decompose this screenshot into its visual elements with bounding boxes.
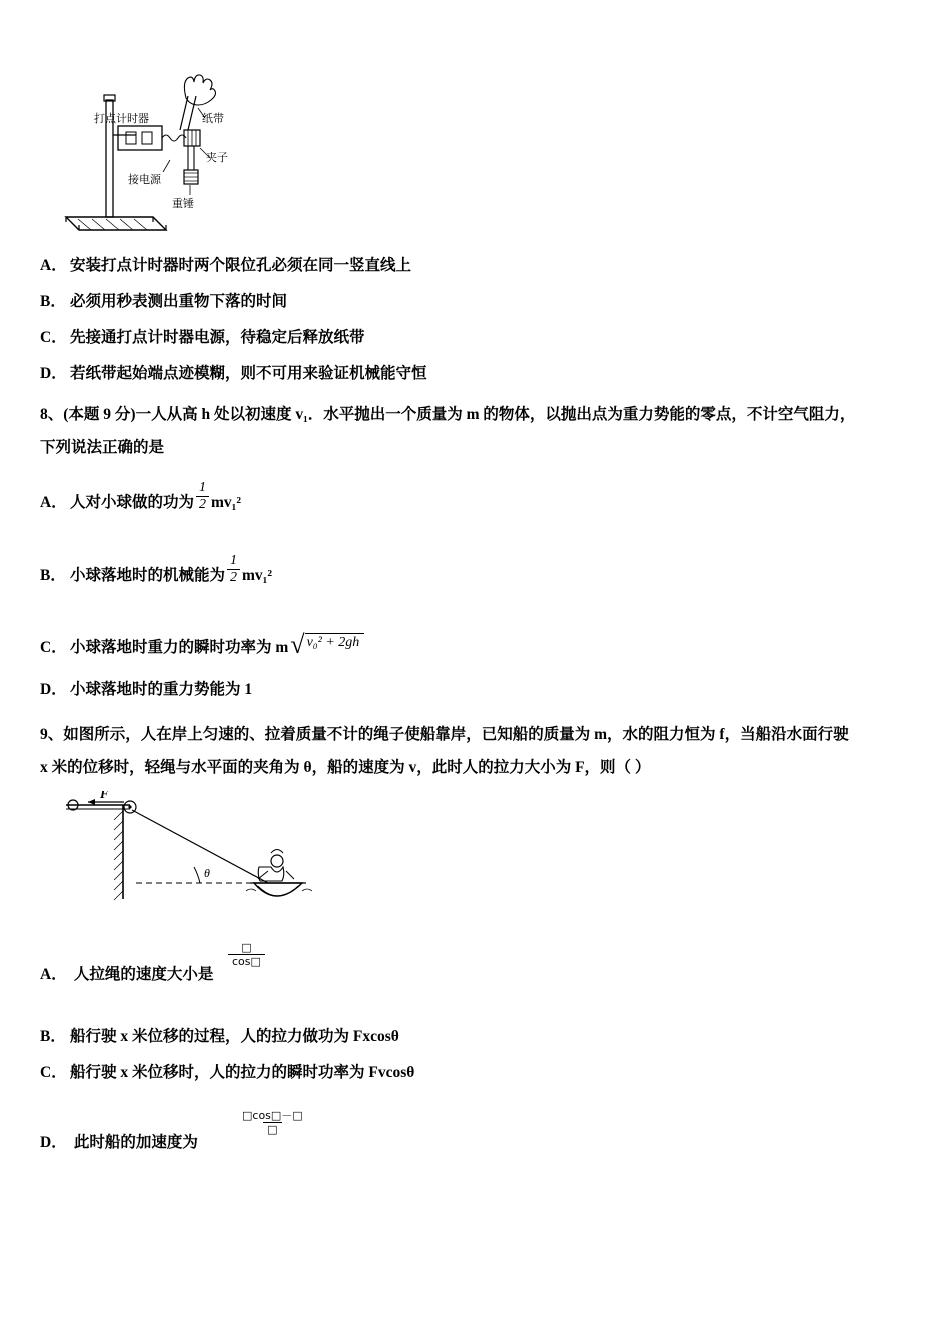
q8-option-c-prefix: 小球落地时重力的瞬时功率为 m (70, 638, 289, 656)
q8-option-b-numerator: 1 (230, 553, 238, 569)
figure2-angle-label: θ (204, 866, 210, 881)
q9-option-b-text: 船行驶 x 米位移的过程，人的拉力做功为 Fxcosθ (70, 1028, 399, 1046)
q8-option-a-suffix: mv₁² (211, 494, 241, 512)
dot-timer-apparatus-figure (58, 62, 358, 237)
q8-stem-line1: 8、(本题 9 分)一人从高 h 处以初速度 v₁．水平抛出一个质量为 m 的物体，以抛出点为重力势能的零点，不计空气阻力， (40, 406, 856, 423)
figure1-label-clip: 夹子 (206, 151, 228, 164)
q8-option-a-prefix: 人对小球做的功为 (70, 494, 195, 512)
boat-rope-figure (58, 791, 318, 926)
q9-option-d-line (40, 1130, 198, 1152)
q9-option-d (40, 1100, 914, 1152)
dot-timer-apparatus-svg (58, 62, 358, 237)
q8-option-c-label: C． (40, 638, 67, 656)
q8-option-c (40, 630, 914, 660)
q7-option-b (40, 289, 914, 311)
q8-option-c-radical (290, 630, 364, 660)
q8-stem-line2: 下列说法正确的是 (40, 439, 165, 457)
q9-option-a-text: 人拉绳的速度大小是 (73, 966, 214, 984)
q7-option-d-label: D． (40, 365, 67, 382)
q8-option-b-suffix: mv₁² (242, 567, 272, 585)
q7-option-c-label: C． (40, 329, 67, 346)
q8-option-a (40, 481, 914, 512)
q7-option-b-label: B． (40, 293, 66, 310)
q7-option-b-text: 必须用秒表测出重物下落的时间 (70, 293, 288, 310)
q7-option-d (40, 361, 914, 383)
q9-option-d-denominator: □ (263, 1122, 281, 1136)
q8-option-b-prefix: 小球落地时的机械能为 (70, 567, 226, 585)
q8-option-c-radicand: v₀² + 2gh (305, 633, 365, 656)
q9-option-d-label: D． (40, 1134, 67, 1152)
q7-option-c (40, 325, 914, 347)
q8-option-a-fraction (196, 481, 209, 512)
figure1-label-tape: 纸带 (202, 112, 224, 125)
q8-option-d-label: D． (40, 680, 67, 698)
radical-sign-icon: √ (290, 630, 305, 660)
q8-option-b (40, 554, 914, 585)
q9-option-a-line (40, 962, 213, 984)
q8-option-b-fraction (227, 554, 240, 585)
q9-option-a (40, 932, 914, 984)
q9-option-d-text: 此时船的加速度为 (73, 1134, 198, 1152)
q8-option-d (40, 677, 914, 699)
q9-option-b-label: B． (40, 1028, 66, 1046)
q9-option-a-label: A． (40, 966, 67, 984)
q7-option-a-label: A． (40, 257, 67, 274)
q9-stem-line2: x 米的位移时，轻绳与水平面的夹角为 θ，船的速度为 v，此时人的拉力大小为 F，则（ ） (40, 758, 651, 776)
q8-option-a-numerator: 1 (199, 480, 207, 496)
q9-option-c (40, 1060, 914, 1082)
figure1-label-timer: 打点计时器 (94, 112, 149, 125)
q8-option-d-text: 小球落地时的重力势能为 1 (70, 680, 253, 698)
q9-option-a-numerator: □ (241, 940, 252, 954)
q8-option-b-denominator: 2 (227, 569, 240, 585)
q8-option-a-label: A． (40, 494, 67, 512)
q7-option-a (40, 253, 914, 275)
q8-option-a-denominator: 2 (196, 496, 209, 512)
q9-stem-line1: 9、如图所示，人在岸上匀速的、拉着质量不计的绳子使船靠岸，已知船的质量为 m，水的阻力恒为 f，当船沿水面行驶 (40, 725, 849, 743)
q9-option-d-fraction (238, 1109, 307, 1136)
boat-rope-svg (58, 791, 318, 926)
q7-option-d-text: 若纸带起始端点迹模糊，则不可用来验证机械能守恒 (70, 365, 427, 382)
q9-option-a-denominator: cos□ (228, 954, 265, 968)
q9-option-c-label: C． (40, 1064, 67, 1082)
q8-option-b-label: B． (40, 567, 66, 585)
document-content (40, 62, 914, 1166)
q9-option-b (40, 1024, 914, 1046)
figure1-label-power: 接电源 (128, 173, 161, 186)
q9-option-c-text: 船行驶 x 米位移时，人的拉力的瞬时功率为 Fvcosθ (70, 1064, 415, 1082)
q7-option-a-text: 安装打点计时器时两个限位孔必须在同一竖直线上 (70, 257, 412, 274)
q7-option-c-text: 先接通打点计时器电源，待稳定后释放纸带 (70, 329, 365, 346)
q9-option-d-numerator: □cos□－□ (242, 1108, 303, 1122)
figure1-label-weight: 重锤 (172, 197, 194, 210)
figure2-force-label: F (100, 791, 109, 802)
q9-option-a-fraction (228, 941, 265, 968)
